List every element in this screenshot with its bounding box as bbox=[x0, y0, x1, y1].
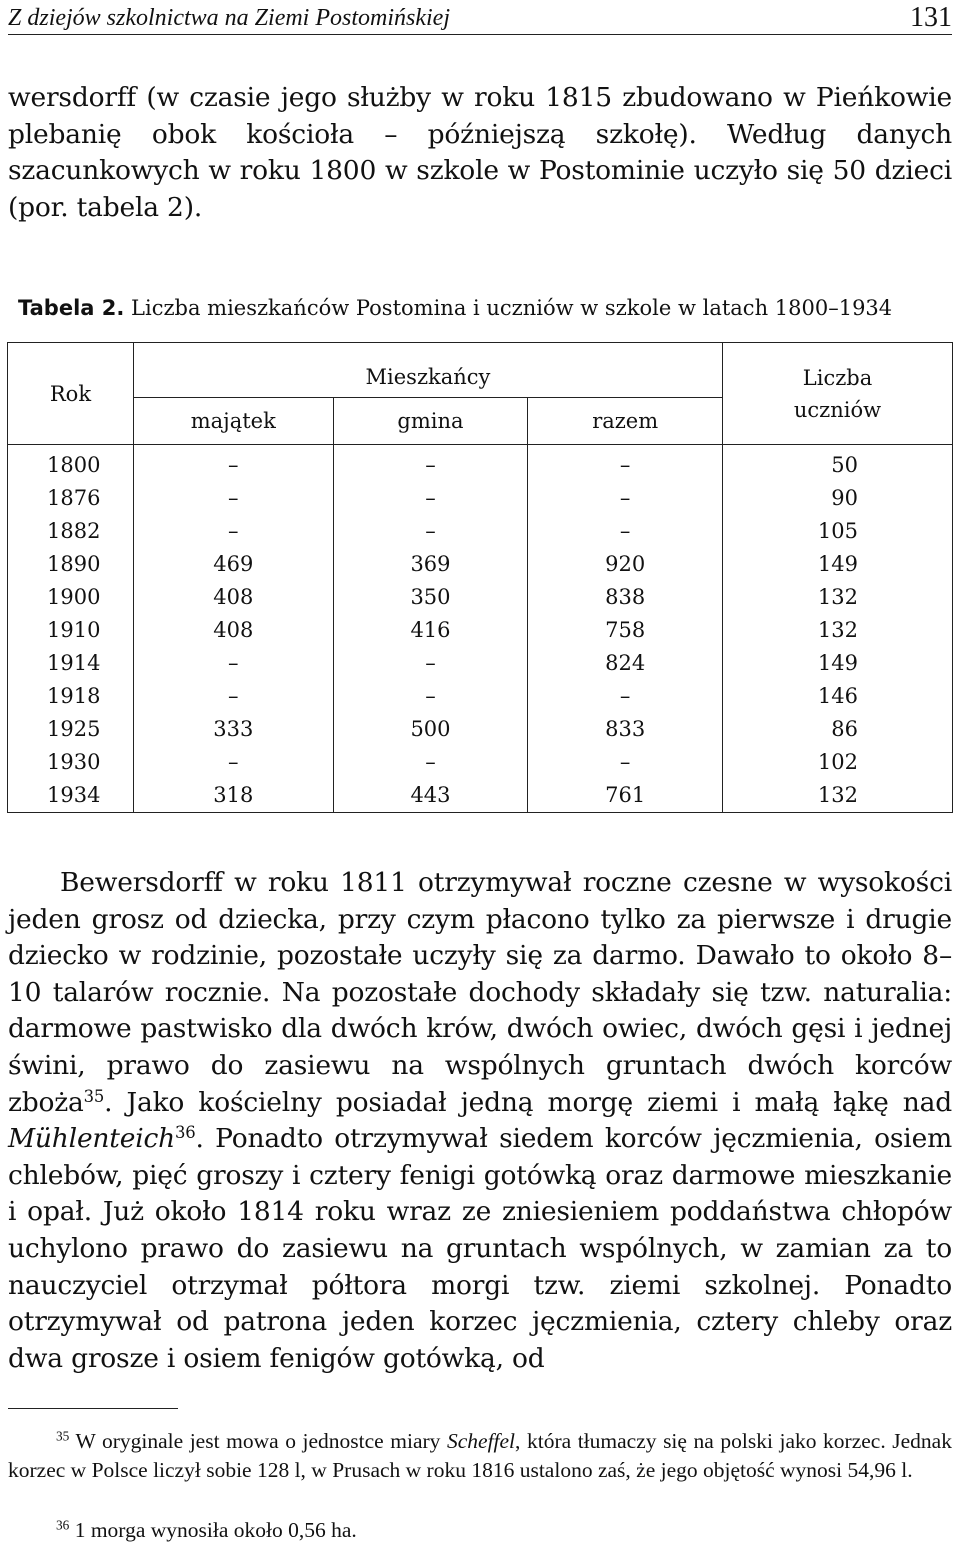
table-row bbox=[8, 445, 953, 482]
footnote-35-part2: , która tłumaczy się na polski jako korzec. Jednak korzec w Polsce liczył sobie 128 l, w Prusach w roku 1816 ustalono zaś, że jego objętość wynosi 54,96 l. bbox=[8, 1429, 952, 1482]
pupils-cell: 149 bbox=[723, 547, 953, 580]
estate-cell: – bbox=[133, 514, 333, 547]
footnote-35-part1: W oryginale jest mowa o jednostce miary bbox=[75, 1429, 447, 1453]
main-paragraph-part1: Bewersdorff w roku 1811 otrzymywał roczne czesne w wysokości jeden grosz od dziecka, przy czym płacono tylko za pierwsze i drugie dziecko w rodzinie, pozostałe uczyły się za darmo. Dawało to około 8–10 talarów rocznie. Na pozostałe dochody składały się tzw. naturalia: darmowe pastwisko dla dwóch krów, dwóch owiec, dwóch gęsi i jednej świni, prawo do zasiewu na wspólnych gruntach dwóch korców zboża bbox=[8, 867, 952, 1118]
table-row bbox=[8, 514, 953, 547]
footnote-36 bbox=[8, 1516, 952, 1545]
header-total: razem bbox=[528, 398, 723, 445]
commune-cell: – bbox=[333, 746, 528, 779]
total-cell: 758 bbox=[528, 613, 723, 646]
total-cell: – bbox=[528, 514, 723, 547]
estate-cell: – bbox=[133, 680, 333, 713]
estate-cell: – bbox=[133, 647, 333, 680]
table-row bbox=[8, 779, 953, 813]
table-row bbox=[8, 746, 953, 779]
year-cell: 1900 bbox=[8, 580, 134, 613]
pupils-cell: 146 bbox=[723, 680, 953, 713]
total-cell: – bbox=[528, 680, 723, 713]
footnote-36-number: 36 bbox=[56, 1517, 70, 1533]
table-row bbox=[8, 680, 953, 713]
pupils-cell: 50 bbox=[723, 445, 953, 482]
commune-cell: – bbox=[333, 680, 528, 713]
estate-cell: 333 bbox=[133, 713, 333, 746]
footnote-35-number: 35 bbox=[56, 1428, 70, 1444]
commune-cell: – bbox=[333, 514, 528, 547]
table-row bbox=[8, 713, 953, 746]
table-caption-label: Tabela 2. bbox=[18, 296, 125, 320]
place-name: Mühlenteich bbox=[8, 1123, 176, 1155]
year-cell: 1914 bbox=[8, 647, 134, 680]
running-title: Z dziejów szkolnictwa na Ziemi Postomińskiej bbox=[8, 5, 450, 31]
total-cell: 838 bbox=[528, 580, 723, 613]
commune-cell: 369 bbox=[333, 547, 528, 580]
page-number: 131 bbox=[910, 2, 952, 33]
year-cell: 1918 bbox=[8, 680, 134, 713]
pupils-cell: 132 bbox=[723, 580, 953, 613]
estate-cell: – bbox=[133, 481, 333, 514]
total-cell: – bbox=[528, 445, 723, 482]
estate-cell: 408 bbox=[133, 613, 333, 646]
pupils-cell: 132 bbox=[723, 613, 953, 646]
header-estate: majątek bbox=[133, 398, 333, 445]
pupils-cell: 149 bbox=[723, 647, 953, 680]
footnote-35-term: Scheffel bbox=[446, 1429, 516, 1453]
main-paragraph-part2: . Jako kościelny posiadał jedną morgę ziemi i małą łąkę nad bbox=[104, 1086, 952, 1118]
footnote-35 bbox=[8, 1427, 952, 1485]
commune-cell: – bbox=[333, 647, 528, 680]
estate-cell: – bbox=[133, 746, 333, 779]
commune-cell: – bbox=[333, 445, 528, 482]
pupils-cell: 132 bbox=[723, 779, 953, 813]
table-caption bbox=[18, 296, 892, 320]
intro-paragraph: wersdorff (w czasie jego służby w roku 1815 zbudowano w Pieńkowie plebanię obok kościoła – późniejszą szkołę). Według danych szacunkowych w roku 1800 w szkole w Postominie uczyło się 50 dzieci (por. tabela 2). bbox=[8, 82, 952, 223]
table-row bbox=[8, 647, 953, 680]
table-body bbox=[8, 445, 953, 813]
pupils-cell: 90 bbox=[723, 481, 953, 514]
year-cell: 1882 bbox=[8, 514, 134, 547]
main-paragraph bbox=[8, 865, 952, 1377]
total-cell: – bbox=[528, 481, 723, 514]
table-row bbox=[8, 580, 953, 613]
pupils-cell: 102 bbox=[723, 746, 953, 779]
estate-cell: – bbox=[133, 445, 333, 482]
estate-cell: 469 bbox=[133, 547, 333, 580]
year-cell: 1890 bbox=[8, 547, 134, 580]
footnote-36-text: 1 morga wynosiła około 0,56 ha. bbox=[74, 1518, 357, 1542]
table-row bbox=[8, 613, 953, 646]
year-cell: 1910 bbox=[8, 613, 134, 646]
footnote-divider bbox=[8, 1408, 178, 1409]
table-caption-text: Liczba mieszkańców Postomina i uczniów w szkole w latach 1800–1934 bbox=[131, 296, 893, 320]
header-year: Rok bbox=[8, 343, 134, 445]
commune-cell: 500 bbox=[333, 713, 528, 746]
year-cell: 1934 bbox=[8, 779, 134, 813]
year-cell: 1930 bbox=[8, 746, 134, 779]
estate-cell: 318 bbox=[133, 779, 333, 813]
year-cell: 1876 bbox=[8, 481, 134, 514]
total-cell: – bbox=[528, 746, 723, 779]
page-header bbox=[8, 0, 952, 35]
header-residents: Mieszkańcy bbox=[133, 343, 722, 398]
pupils-cell: 105 bbox=[723, 514, 953, 547]
population-table bbox=[7, 342, 953, 813]
header-pupils: Liczba uczniów bbox=[723, 343, 953, 445]
total-cell: 920 bbox=[528, 547, 723, 580]
table-row bbox=[8, 481, 953, 514]
commune-cell: 443 bbox=[333, 779, 528, 813]
commune-cell: 416 bbox=[333, 613, 528, 646]
commune-cell: – bbox=[333, 481, 528, 514]
estate-cell: 408 bbox=[133, 580, 333, 613]
header-commune: gmina bbox=[333, 398, 528, 445]
pupils-cell: 86 bbox=[723, 713, 953, 746]
year-cell: 1800 bbox=[8, 445, 134, 482]
footnote-ref-36: 36 bbox=[175, 1123, 196, 1143]
main-paragraph-part3: . Ponadto otrzymywał siedem korców jęczmienia, osiem chlebów, pięć groszy i cztery fenigi gotówką oraz darmowe mieszkanie i opał. Już około 1814 roku wraz ze zniesieniem poddaństwa chłopów uchylono prawo do zasiewu na gruntach wspólnych, w zamian za to nauczyciel otrzymał półtora morgi tzw. ziemi szkolnej. Ponadto otrzymywał od patrona jeden korzec jęczmienia, cztery chleby oraz dwa grosze i osiem fenigów gotówką, od bbox=[8, 1123, 952, 1374]
total-cell: 833 bbox=[528, 713, 723, 746]
commune-cell: 350 bbox=[333, 580, 528, 613]
year-cell: 1925 bbox=[8, 713, 134, 746]
total-cell: 761 bbox=[528, 779, 723, 813]
table-row bbox=[8, 547, 953, 580]
footnote-ref-35: 35 bbox=[83, 1086, 105, 1106]
total-cell: 824 bbox=[528, 647, 723, 680]
